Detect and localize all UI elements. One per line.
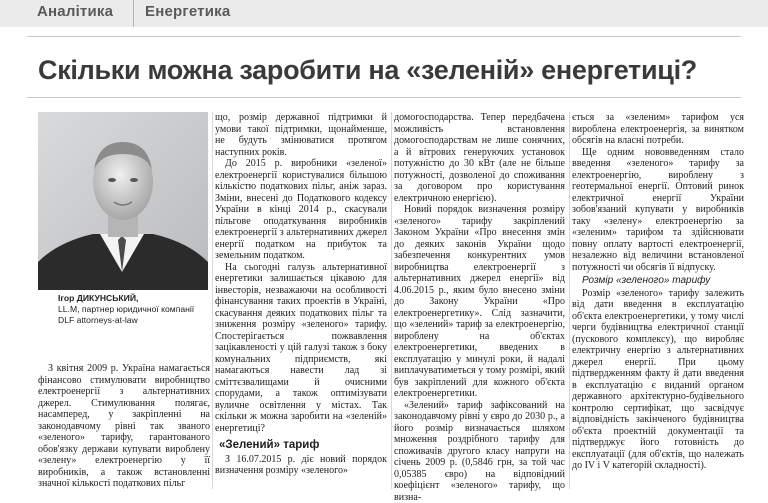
article-headline: Скільки можна заробити на «зеленій» енергетиці?: [38, 55, 697, 86]
column-1: [38, 363, 210, 490]
subheading-green-tariff: «Зелений» тариф: [219, 440, 387, 452]
paragraph: Ще одним нововведенням стало введення «зеленого» тарифу за електроенергію, вироблену з геотермальної енергії. Оптовий ринок електричної енергії України зобов'язаний купувати у виробників таку «зелену» електроенергію за «зеленим» тарифом та здійснювати повну оплату вартості електроенергії, незалежно від величини встановленої потужності чи обсягів її відпуску.: [572, 147, 744, 274]
paragraph: «Зелений» тариф зафіксований на законодавчому рівні у євро до 2030 р., а його розмір визначається шляхом множення роздрібного тарифу для споживачів другого класу напруги на січень 2009 р. (0,5846 грн, за той час 0,05385 євро) на відповідний коефіцієнт «зеленого» тарифу, що визна-: [394, 400, 565, 503]
paragraph: З квітня 2009 р. Україна намагається фінансово стимулювати виробництво електроенергії з альтернативних джерел. Стимулювання полягає, насамперед, у закріпленні на законодавчому рівні так званого «зеленого» тарифу, гарантованого обов'язку держави купувати вироблену «зелену» електроенергію у її виробників, а також встановленні значної кількості податкових пільг: [38, 363, 210, 490]
author-photo: [38, 112, 208, 290]
column-divider: [391, 112, 392, 489]
column-2: [215, 112, 387, 477]
section-energy[interactable]: Енергетика: [145, 3, 230, 20]
author-name: Ігор ДИКУНСЬКИЙ,: [58, 293, 218, 304]
author-caption: [58, 293, 218, 326]
column-4: [572, 112, 744, 472]
paragraph: З 16.07.2015 р. діє новий порядок визначення розміру «зеленого»: [215, 454, 387, 477]
author-company: DLF attorneys-at-law: [58, 315, 218, 326]
paragraph: До 2015 р. виробники «зеленої» електроенергії користувалися більшою кількістю податкових пільг, аніж зараз. Зміни, внесені до Податкового кодексу України в кінці 2014 р., скасували пільгове оподаткування виробників електроенергії з альтернативних джерел енергії податком на прибуток та земельним податком.: [215, 158, 387, 262]
column-divider: [569, 112, 570, 489]
section-bar: [0, 0, 768, 27]
column-3: [394, 112, 565, 503]
paragraph: що, розмір державної підтримки й умови такої підтримки, щонайменше, не будуть змінюватися протягом наступних років.: [215, 112, 387, 158]
paragraph: На сьогодні галузь альтернативної енергетики залишається цікавою для інвесторів, незважаючи на особливості фінансування таких проектів в Україні, скасування деяких податкових пільг та зниження розміру «зеленого» тарифу. Спостерігається пожвавлення зацікавленості у цій галузі також з боку комунальних підприємств, які намагаються навести лад зі сміттєзвалищами й очисними спорудами, а також оптимізувати вуличне освітлення у містах. Так скільки ж можна заробити на «зеленій» енергетиці?: [215, 262, 387, 435]
author-title: LL.M, партнер юридичної компанії: [58, 304, 218, 315]
paragraph: домогосподарства. Тепер передбачена можливість встановлення домогосподарствам не лише сонячних, а й вітрових генеруючих установок потужністю до 30 кВт (але не більше потужності, дозволеної до споживання за договором про користування електричною енергією).: [394, 112, 565, 204]
subheading-tariff-size: Розмір «зеленого» тарифу: [582, 275, 744, 287]
section-analytics[interactable]: Аналітика: [37, 3, 113, 20]
paragraph: Розмір «зеленого» тарифу залежить від дати введення в експлуатацію об'єкта електроенергетики, у тому числі черги будівництва електричної станції (пускового комплексу), що виробляє електричну енергію з альтернативних джерел енергії. При цьому підтвердженням факту й дати введення в експлуатацію є виданий органом державного архітектурно-будівельного контролю сертифікат, що засвідчує відповідність закінченого будівництва об'єкта проектній документації та підтверджує його готовність до експлуатації (для об'єктів, що належать до IV і V категорій складності).: [572, 288, 744, 472]
top-rule: [27, 36, 741, 37]
section-separator: [133, 0, 134, 27]
column-divider: [212, 112, 213, 489]
paragraph: Новий порядок визначення розміру «зеленого» тарифу закріплений Законом України «Про внесення змін до деяких законів України щодо забезпечення конкурентних умов виробництва електроенергії з альтернативних джерел енергії» від 4.06.2015 р., яким було внесено зміни до Закону України «Про електроенергетику». Слід зазначити, що «зелений» тариф за електроенергію, вироблену на об'єктах електроенергетики, введених в експлуатацію у минулі роки, й надалі виплачуватиметься у тому розмірі, який був закріплений для кожного об'єкта електроенергетики.: [394, 204, 565, 400]
headline-rule: [27, 97, 741, 98]
paragraph: ється за «зеленим» тарифом уся вироблена електроенергія, за винятком обсягів на власні потреби.: [572, 112, 744, 147]
